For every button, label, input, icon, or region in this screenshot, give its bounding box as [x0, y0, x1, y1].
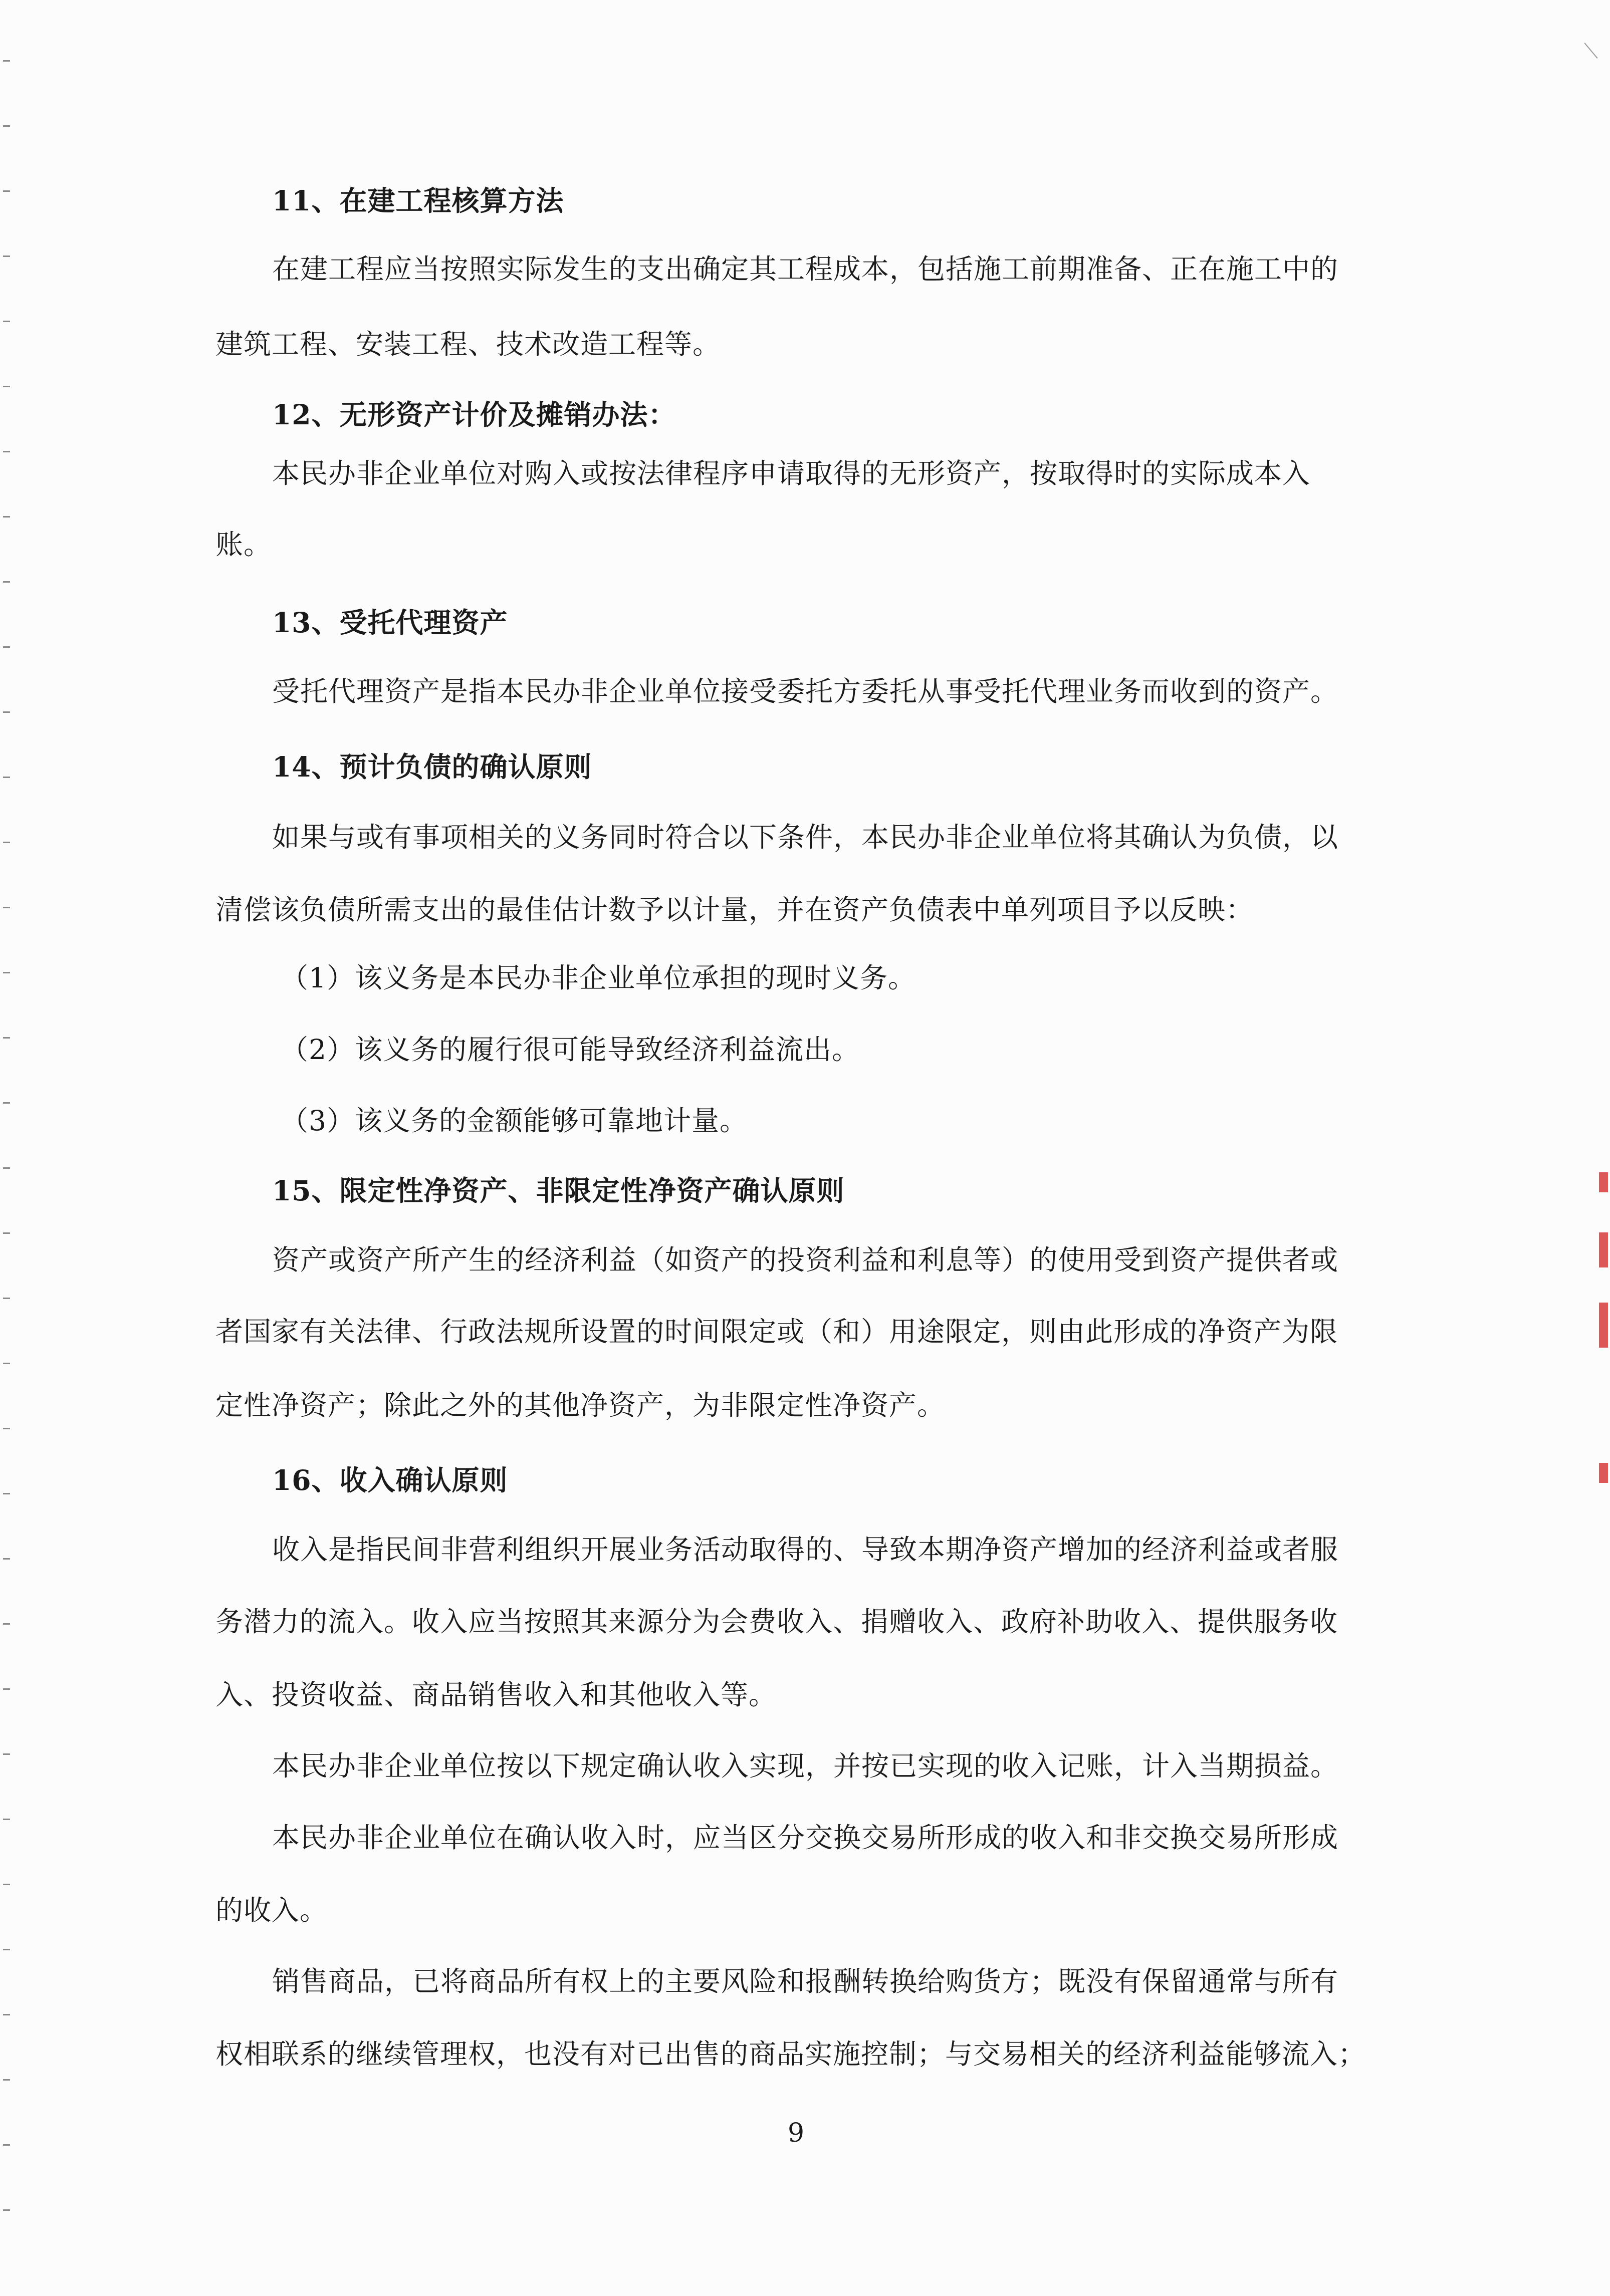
paragraph-line: 在建工程应当按照实际发生的支出确定其工程成本，包括施工前期准备、正在施工中的 [272, 253, 1339, 285]
paragraph-line: 账。 [215, 529, 272, 561]
paragraph-line: 受托代理资产是指本民办非企业单位接受委托方委托从事受托代理业务而收到的资产。 [272, 675, 1339, 707]
paragraph-line: 收入是指民间非营利组织开展业务活动取得的、导致本期净资产增加的经济利益或者服 [272, 1534, 1339, 1566]
binding-holes [0, 0, 20, 2296]
paragraph-line: 建筑工程、安装工程、技术改造工程等。 [215, 328, 721, 360]
section-heading: 13、受托代理资产 [272, 606, 508, 639]
paragraph-line: 入、投资收益、商品销售收入和其他收入等。 [215, 1679, 777, 1711]
paragraph-line: 权相联系的继续管理权，也没有对已出售的商品实施控制；与交易相关的经济利益能够流入； [215, 2038, 1366, 2070]
paragraph-line: 清偿该负债所需支出的最佳估计数予以计量，并在资产负债表中单列项目予以反映： [215, 894, 1254, 926]
section-heading: 15、限定性净资产、非限定性净资产确认原则 [272, 1174, 845, 1207]
paragraph-line: 本民办非企业单位对购入或按法律程序申请取得的无形资产，按取得时的实际成本入 [272, 457, 1311, 489]
paragraph-line: 资产或资产所产生的经济利益（如资产的投资利益和利息等）的使用受到资产提供者或 [272, 1244, 1339, 1276]
section-heading: 11、在建工程核算方法 [272, 184, 564, 217]
list-item: （1）该义务是本民办非企业单位承担的现时义务。 [281, 962, 916, 994]
section-heading: 16、收入确认原则 [272, 1464, 508, 1496]
paragraph-line: 的收入。 [215, 1894, 328, 1926]
list-item: （2）该义务的履行很可能导致经济利益流出。 [281, 1034, 860, 1066]
paragraph-line: 如果与或有事项相关的义务同时符合以下条件，本民办非企业单位将其确认为负债，以 [272, 821, 1339, 853]
page-number: 9 [788, 2118, 805, 2148]
section-heading: 14、预计负债的确认原则 [272, 750, 592, 783]
paragraph-line: 务潜力的流入。收入应当按照其来源分为会费收入、捐赠收入、政府补助收入、提供服务收 [215, 1606, 1338, 1638]
section-heading: 12、无形资产计价及摊销办法： [272, 398, 676, 431]
paragraph-line: 者国家有关法律、行政法规所设置的时间限定或（和）用途限定，则由此形成的净资产为限 [215, 1316, 1338, 1348]
list-item: （3）该义务的金额能够可靠地计量。 [281, 1105, 748, 1137]
paragraph-line: 本民办非企业单位按以下规定确认收入实现，并按已实现的收入记账，计入当期损益。 [272, 1750, 1339, 1782]
red-stamp-fragment [1592, 1172, 1610, 1493]
scan-mark [1584, 43, 1597, 59]
paragraph-line: 定性净资产；除此之外的其他净资产，为非限定性净资产。 [215, 1389, 946, 1421]
paragraph-line: 本民办非企业单位在确认收入时，应当区分交换交易所形成的收入和非交换交易所形成 [272, 1822, 1339, 1854]
paragraph-line: 销售商品，已将商品所有权上的主要风险和报酬转换给购货方；既没有保留通常与所有 [272, 1965, 1339, 1997]
